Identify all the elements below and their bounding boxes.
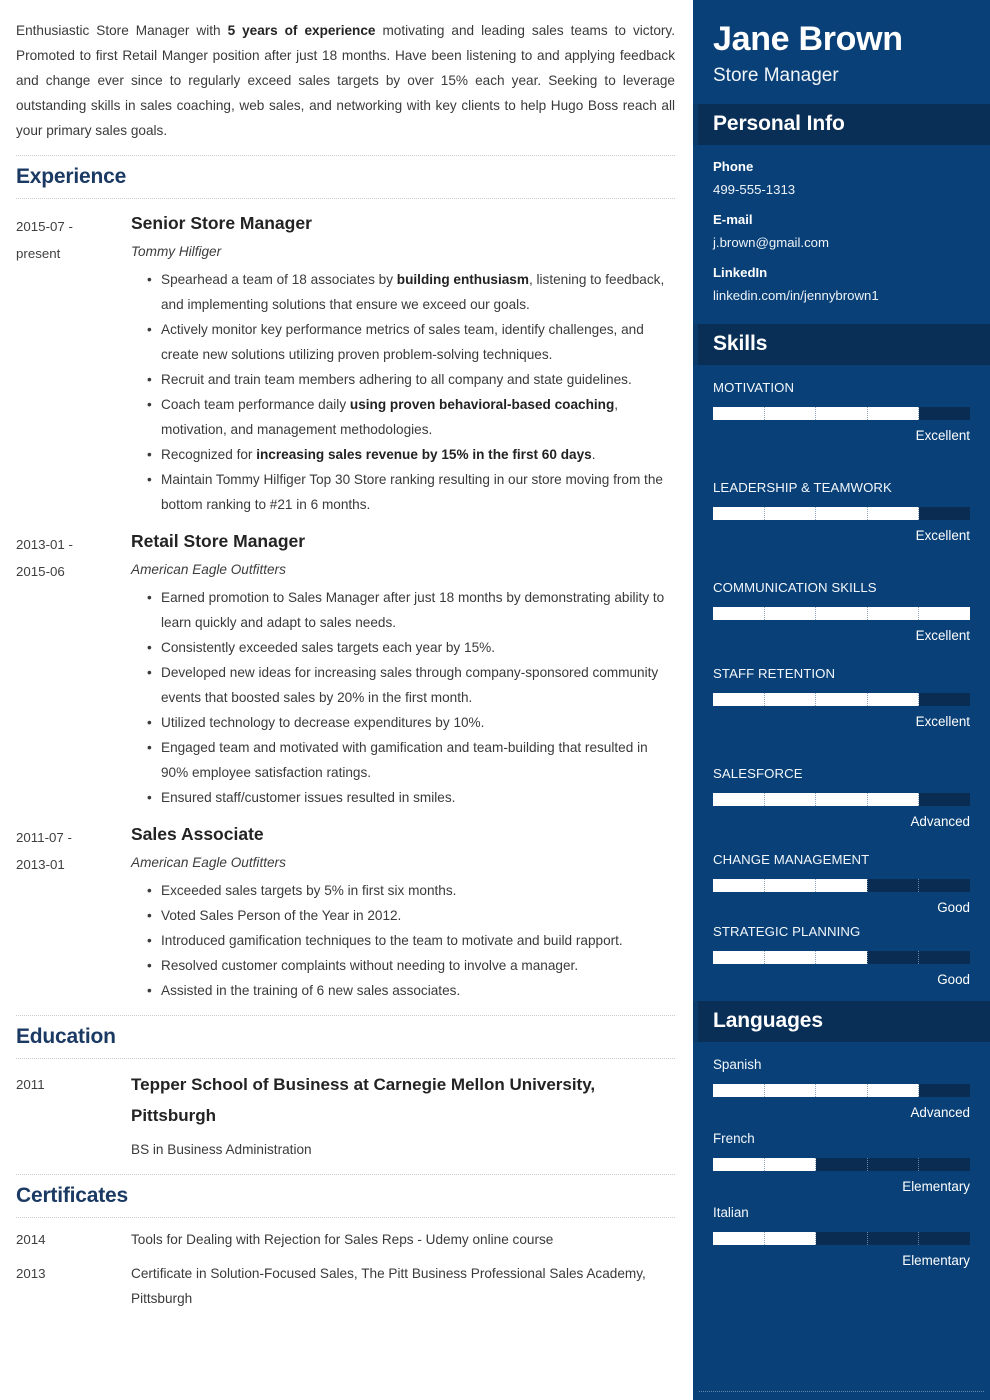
divider-bottom-certificates xyxy=(16,1217,675,1218)
personal-info-item xyxy=(713,157,970,200)
bullet-item: • Earned promotion to Sales Manager after just 18 months by demonstrating ability to learn quickly and adapt to sales needs. xyxy=(147,585,675,635)
skill-item xyxy=(713,849,970,919)
language-name: Italian xyxy=(713,1205,749,1220)
language-level-label: Advanced xyxy=(910,1105,970,1120)
certificate-text: Tools for Dealing with Rejection for Sales Reps - Udemy online course xyxy=(131,1232,554,1247)
section-title-certificates: Certificates xyxy=(16,1184,128,1207)
education-list xyxy=(16,1069,675,1162)
skill-bar-track xyxy=(713,1084,970,1097)
sidebar-heading-personal-info: Personal Info xyxy=(713,112,845,135)
skill-item xyxy=(713,477,970,547)
skill-bar-track xyxy=(713,607,970,620)
divider-bottom-education xyxy=(16,1058,675,1059)
skill-bar-track xyxy=(713,879,970,892)
summary-text-part1: Enthusiastic Store Manager with xyxy=(16,23,228,38)
language-item xyxy=(713,1202,970,1272)
skill-bar-track xyxy=(713,507,970,520)
bullet-item: • Recognized for increasing sales revenue by 15% in the first 60 days. xyxy=(147,442,675,467)
school-name: Tepper School of Business at Carnegie Mellon University, Pittsburgh xyxy=(131,1075,596,1125)
personal-info-band xyxy=(693,104,990,145)
degree-name: BS in Business Administration xyxy=(131,1142,312,1157)
bullet-bold-phrase: increasing sales revenue by 15% in the first 60 days xyxy=(256,447,592,462)
personal-info-value: 499-555-1313 xyxy=(713,182,796,197)
bullet-item: • Utilized technology to decrease expenditures by 10%. xyxy=(147,710,675,735)
entry-date-to: 2013-01 xyxy=(16,857,65,872)
professional-summary xyxy=(16,18,675,143)
bullet-list xyxy=(131,267,675,517)
sidebar-identity-block xyxy=(693,0,990,104)
skill-bar-track xyxy=(713,793,970,806)
skill-name: MOTIVATION xyxy=(713,380,795,395)
skill-item xyxy=(713,377,970,447)
resume-sidebar xyxy=(693,0,990,1400)
company-name: Tommy Hilfiger xyxy=(131,244,222,259)
skill-bar-track xyxy=(713,407,970,420)
bullet-item: • Consistently exceeded sales targets each year by 15%. xyxy=(147,635,675,660)
experience-entry xyxy=(16,822,675,1003)
bullet-item: • Spearhead a team of 18 associates by building enthusiasm, listening to feedback, and implementing solutions that ensure we exceed our goals. xyxy=(147,267,675,317)
languages-list xyxy=(693,1042,990,1284)
bullet-bold-phrase: using proven behavioral-based coaching xyxy=(349,397,615,412)
skill-bar-ticks xyxy=(713,407,970,420)
skill-bar-ticks xyxy=(713,1084,970,1097)
education-section-header xyxy=(16,1015,675,1059)
skill-bar-ticks xyxy=(713,793,970,806)
personal-info-value: linkedin.com/in/jennybrown1 xyxy=(713,288,879,303)
skill-name: COMMUNICATION SKILLS xyxy=(713,580,877,595)
summary-text-part2: motivating and leading sales teams to victory. Promoted to first Retail Manger position after just 18 months. Have been listening to and applying feedback and change ever since to regularly exceed sales targets by over 15% each year. Seeking to leverage outstanding skills in sales coaching, web sales, and networking with key clients to help Hugo Boss reach all your primary sales goals. xyxy=(16,23,675,138)
entry-date-from: 2011-07 - xyxy=(16,830,72,845)
personal-info-item xyxy=(713,263,970,306)
skill-name: LEADERSHIP & TEAMWORK xyxy=(713,480,892,495)
certificate-entry xyxy=(16,1227,675,1252)
company-name: American Eagle Outfitters xyxy=(131,855,286,870)
education-entry xyxy=(16,1069,675,1162)
experience-entry xyxy=(16,529,675,810)
skill-name: STAFF RETENTION xyxy=(713,666,836,681)
skill-name: STRATEGIC PLANNING xyxy=(713,924,861,939)
language-level-label: Elementary xyxy=(902,1179,970,1194)
entry-date: 2011 xyxy=(16,1077,45,1092)
personal-info-label: E-mail xyxy=(713,212,753,227)
skill-bar-ticks xyxy=(713,693,970,706)
sidebar-heading-languages: Languages xyxy=(713,1009,823,1032)
candidate-role: Store Manager xyxy=(713,65,839,86)
skill-bar-track xyxy=(713,1158,970,1171)
bullet-item: • Maintain Tommy Hilfiger Top 30 Store ranking resulting in our store moving from the bottom ranking to #21 in 6 months. xyxy=(147,467,675,517)
entry-date-to: 2015-06 xyxy=(16,564,65,579)
skill-bar-track xyxy=(713,951,970,964)
skill-bar-ticks xyxy=(713,879,970,892)
bullet-list xyxy=(131,878,675,1003)
bullet-item: • Resolved customer complaints without needing to involve a manager. xyxy=(147,953,675,978)
bullet-item: • Introduced gamification techniques to the team to motivate and build rapport. xyxy=(147,928,675,953)
bullet-item: • Actively monitor key performance metrics of sales team, identify challenges, and create new solutions utilizing proven problem-solving techniques. xyxy=(147,317,675,367)
skill-name: CHANGE MANAGEMENT xyxy=(713,852,870,867)
entry-body xyxy=(131,529,675,810)
entry-date-range xyxy=(16,529,131,585)
skill-level-label: Excellent xyxy=(915,714,970,729)
skills-list xyxy=(693,365,990,1001)
skill-level-label: Good xyxy=(937,972,970,987)
certificate-entry xyxy=(16,1261,675,1311)
job-title: Sales Associate xyxy=(131,824,264,844)
summary-bold-phrase: 5 years of experience xyxy=(227,23,376,38)
certificate-date: 2013 xyxy=(16,1266,46,1281)
bullet-item: • Recruit and train team members adhering to all company and state guidelines. xyxy=(147,367,675,392)
personal-info-item xyxy=(713,210,970,253)
skill-item xyxy=(713,663,970,733)
skill-bar-track xyxy=(713,693,970,706)
sidebar-bottom-divider xyxy=(699,1391,984,1392)
skill-bar-ticks xyxy=(713,951,970,964)
skill-bar-ticks xyxy=(713,1232,970,1245)
entry-date-from: 2015-07 - xyxy=(16,219,73,234)
language-name: French xyxy=(713,1131,755,1146)
certificates-list xyxy=(16,1227,675,1311)
section-title-experience: Experience xyxy=(16,165,127,188)
skill-level-label: Excellent xyxy=(915,628,970,643)
bullet-item: • Exceeded sales targets by 5% in first six months. xyxy=(147,878,675,903)
divider-bottom-experience xyxy=(16,198,675,199)
languages-band xyxy=(693,1001,990,1042)
skill-item xyxy=(713,921,970,991)
skill-level-label: Advanced xyxy=(910,814,970,829)
bullet-item: • Voted Sales Person of the Year in 2012. xyxy=(147,903,675,928)
bullet-list xyxy=(131,585,675,810)
entry-date-to: present xyxy=(16,246,61,261)
skill-bar-track xyxy=(713,1232,970,1245)
certificate-date: 2014 xyxy=(16,1232,46,1247)
experience-section-header xyxy=(16,155,675,199)
bullet-item: • Developed new ideas for increasing sales through company-sponsored community events that boosted sales by 20% in the first month. xyxy=(147,660,675,710)
sidebar-heading-skills: Skills xyxy=(713,332,768,355)
entry-body xyxy=(131,822,675,1003)
skill-item xyxy=(713,577,970,647)
skill-bar-ticks xyxy=(713,607,970,620)
language-item xyxy=(713,1128,970,1198)
personal-info-list xyxy=(693,145,990,324)
experience-entry xyxy=(16,211,675,517)
skill-level-label: Good xyxy=(937,900,970,915)
entry-date-range xyxy=(16,822,131,878)
job-title: Retail Store Manager xyxy=(131,531,306,551)
skill-item xyxy=(713,763,970,833)
skill-bar-ticks xyxy=(713,1158,970,1171)
entry-body xyxy=(131,211,675,517)
certificate-text: Certificate in Solution-Focused Sales, The Pitt Business Professional Sales Academy, Pittsburgh xyxy=(131,1266,646,1306)
language-item xyxy=(713,1054,970,1124)
skills-band xyxy=(693,324,990,365)
bullet-bold-phrase: building enthusiasm xyxy=(396,272,529,287)
skill-level-label: Excellent xyxy=(915,428,970,443)
personal-info-label: LinkedIn xyxy=(713,265,768,280)
skill-level-label: Excellent xyxy=(915,528,970,543)
candidate-name: Jane Brown xyxy=(713,20,903,58)
section-title-education: Education xyxy=(16,1025,116,1048)
skill-name: SALESFORCE xyxy=(713,766,803,781)
experience-list xyxy=(16,211,675,1003)
language-name: Spanish xyxy=(713,1057,762,1072)
bullet-item: • Ensured staff/customer issues resulted in smiles. xyxy=(147,785,675,810)
language-level-label: Elementary xyxy=(902,1253,970,1268)
job-title: Senior Store Manager xyxy=(131,213,312,233)
bullet-item: • Engaged team and motivated with gamification and team-building that resulted in 90% employee satisfaction ratings. xyxy=(147,735,675,785)
personal-info-value: j.brown@gmail.com xyxy=(713,235,829,250)
bullet-item: • Coach team performance daily using proven behavioral-based coaching, motivation, and management methodologies. xyxy=(147,392,675,442)
personal-info-label: Phone xyxy=(713,159,754,174)
company-name: American Eagle Outfitters xyxy=(131,562,286,577)
skill-bar-ticks xyxy=(713,507,970,520)
bullet-item: • Assisted in the training of 6 new sales associates. xyxy=(147,978,675,1003)
certificates-section-header xyxy=(16,1174,675,1218)
entry-body xyxy=(131,1069,675,1162)
entry-date-range xyxy=(16,211,131,267)
entry-date-from: 2013-01 - xyxy=(16,537,73,552)
